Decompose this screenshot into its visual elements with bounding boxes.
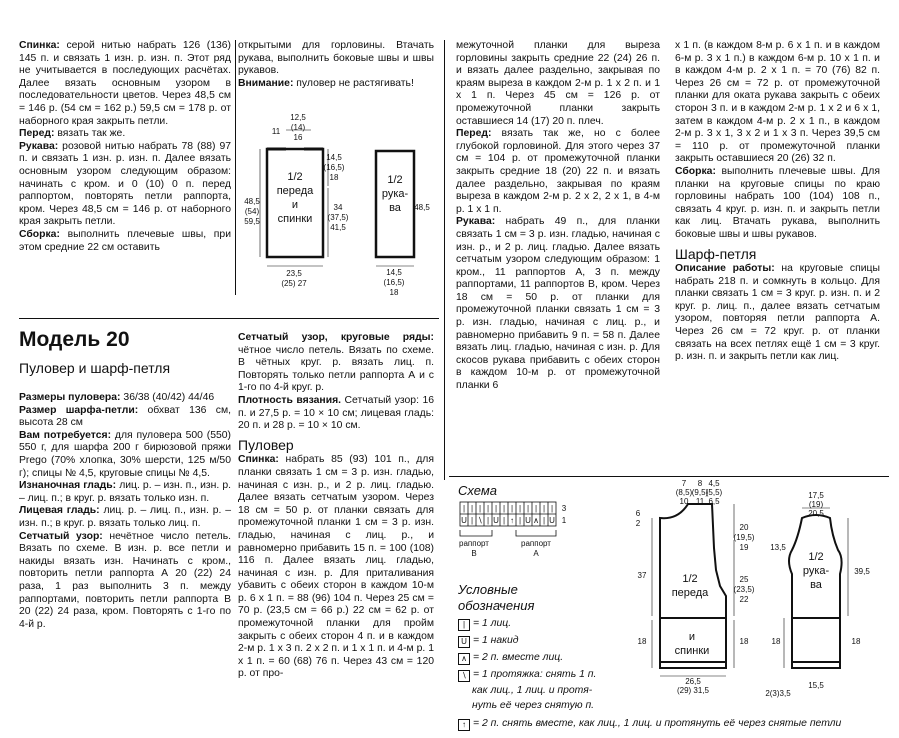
dim-side-3: 41,5 — [330, 223, 346, 232]
pattern-diagram-model-19 — [236, 108, 436, 308]
legend-title-2: обозначения — [458, 598, 535, 613]
front-back-label-1: 1/2 — [287, 171, 303, 183]
d2-45: 4,5 — [708, 479, 720, 488]
column-1-bottom — [19, 392, 231, 631]
mesh-round-text: чётное число петель. Вязать по схеме. В чётных круг. р. вязать лиц. п. Повторять только петли раппорта А и с 1-го по 4-й круг. р. — [238, 344, 434, 394]
svg-text:U: U — [493, 516, 499, 525]
svg-text:∖: ∖ — [477, 516, 483, 525]
chart-row-3-label: 3 — [561, 504, 567, 513]
pered-paragraph — [19, 128, 231, 141]
scarf-heading: Шарф-петля — [675, 245, 757, 262]
pullover-heading: Пуловер — [238, 436, 294, 453]
assembly-paragraph — [675, 166, 880, 242]
svg-text:|: | — [486, 516, 490, 525]
legend-yarn-over-text: = 1 накид — [473, 635, 519, 646]
d2-18a: 18 — [637, 637, 647, 646]
svg-text:∧: ∧ — [533, 516, 539, 525]
d2-175: 17,5 — [808, 491, 824, 500]
mesh-pattern-text: нечётное число петель. Вязать по схеме. В изн. р. все петли и накиды вязать изн. Начинать с кром., повторить петли раппорта А 20 (22) 24 раза, 1 раз выполнить 3 п. между раппортами, повторить петли раппорта В 20 (22) 24 раза, кром. Повторять с 1-го по 4-й р. — [19, 530, 231, 630]
reverse-stockinette-text: лиц. р. – изн. п., изн. р. – лиц. п.; в круг. р. вязать только изн. п. — [19, 480, 232, 504]
attention-paragraph — [238, 78, 434, 91]
dim-sleeve-width-1: 14,5 — [386, 268, 402, 277]
reverse-stockinette-heading: Изнаночная гладь: — [19, 480, 117, 492]
svg-text:U: U — [461, 516, 467, 525]
size-heading: Размеры пуловера: — [19, 392, 121, 403]
sborka-paragraph — [19, 229, 231, 254]
d2-front-label-3: и — [688, 631, 696, 643]
column-4 — [675, 40, 880, 364]
ssk-symbol-icon: ∖ — [458, 670, 470, 682]
gauge-text: Сетчатый узор: 16 п. и 27,5 р. = 10 × 10 см; лицевая гладь: 20 п. и 28 р. = 10 × 10 см. — [238, 394, 434, 432]
legend-title-1: Условные — [458, 582, 518, 597]
rapport-a-label-2: В — [471, 549, 477, 558]
spinka-paragraph — [19, 40, 231, 128]
legend-ssk — [458, 667, 596, 682]
sleeve-label-1: 1/2 — [387, 174, 403, 186]
attention-text: пуловер не растягивать! — [296, 77, 414, 89]
mesh-round-heading: Сетчатый узор, круговые ряды: — [238, 332, 434, 343]
sborka-text: выполнить плечевые швы, при этом средние 22 см оставить — [19, 228, 232, 253]
sleeves-paragraph — [456, 216, 660, 392]
gauge-paragraph — [238, 395, 434, 433]
pattern-diagram-model-20 — [630, 478, 898, 714]
d2-6: 6 — [635, 509, 641, 518]
legend-ssk-text-1: = 1 протяжка: снять 1 п. — [473, 669, 597, 680]
spinka-text: серой нитью набрать 126 (136) 145 п. и связать 1 изн. р. изн. п. Этот ряд не учитывается в последующих расчётах. Далее вязать основным узором в последовательности цветов. Через 48,5 см = 146 р. (54 см = 162 р.) 59,5 см = 178 р. от наборного края закрыть петли. — [19, 40, 231, 127]
back-paragraph — [238, 454, 434, 681]
dim-sleeve-width-3: 18 — [389, 288, 399, 297]
svg-text:|: | — [470, 516, 474, 525]
dim-neck-1: 12,5 — [290, 113, 306, 122]
divider-h-2 — [449, 476, 889, 477]
divider-h-1 — [19, 318, 439, 319]
front-back-label-2: переда — [276, 185, 314, 197]
knit-symbol-icon: | — [458, 619, 470, 631]
svg-text:|: | — [494, 504, 498, 513]
reverse-stockinette-paragraph — [19, 480, 231, 505]
svg-text:|: | — [486, 504, 490, 513]
svg-text:|: | — [542, 504, 546, 513]
legend-ssk-line-3: нуть её через снятую п. — [472, 700, 595, 711]
dim-sleeve-length: 48,5 — [414, 203, 430, 212]
d2-18d: 18 — [851, 637, 861, 646]
d2-sleeve-label-1: 1/2 — [808, 551, 824, 563]
d2-18c: 18 — [771, 637, 781, 646]
front-text: вязать так же, но с более глубокой горловиной. Для этого через 37 см = 104 р. от промежуточной планки закрыть средние 18 (20) 22 п. и вязать далее раздельно, закрывая по краям выреза в каждом 2-м р. 2 x 2, 2 x 1, в 4-м р. 1 x 1 п. — [456, 128, 660, 215]
d2-8: 8 — [697, 479, 703, 488]
d2-135: 13,5 — [770, 543, 786, 552]
d2-front-label-1: 1/2 — [682, 573, 698, 585]
dim-width-2: (25) 27 — [281, 279, 307, 288]
d2-85: (8,5) — [675, 488, 693, 497]
d2-29-315: (29) 31,5 — [676, 686, 710, 695]
dim-neck-3: 16 — [293, 133, 303, 142]
d2-25: 25 — [739, 575, 749, 584]
dim-shoulder: 11 — [271, 127, 281, 136]
svg-text:|: | — [534, 504, 538, 513]
materials-text: для пуловера 500 (550) 550 г, для шарфа 200 г бирюзовой пряжи Prego (70% хлопка, 30% шерсти, 125 м/50 г); спицы № 4,5, круговые спицы № 4,5. — [19, 429, 231, 479]
dim-length-2: (54) — [244, 207, 260, 216]
gauge-heading: Плотность вязания. — [238, 394, 342, 406]
svg-text:|: | — [470, 504, 474, 513]
front-heading: Перед: — [456, 128, 492, 140]
divider-v-2 — [444, 40, 445, 480]
dim-sleeve-width-2: (16,5) — [383, 278, 405, 287]
dim-side-1: 34 — [333, 203, 343, 212]
d2-22: 22 — [739, 595, 749, 604]
dim-length-1: 48,5 — [244, 197, 260, 206]
svg-text:|: | — [518, 516, 522, 525]
front-back-label-4: спинки — [277, 213, 313, 225]
d2-20: 20 — [739, 523, 749, 532]
d2-155: 15,5 — [808, 681, 824, 690]
d2-65: 6,5 — [708, 497, 720, 506]
d2-19: 19 — [739, 543, 749, 552]
d2-11: 11 — [695, 497, 705, 506]
svg-text:|: | — [462, 504, 466, 513]
d2-95: (9,5) — [691, 488, 709, 497]
back-continued: межуточной планки для выреза горловины закрыть средние 22 (24) 26 п. и вязать далее раздельно, закрывая по краям выреза в каждом 2-м р. 1 x 2 п. и 1 x 1 п. Через 45 см = 126 р. от промежуточной планки закрыть оставшиеся 14 (17) 20 п. плеч. — [456, 40, 660, 127]
assembly-text: выполнить плечевые швы. Для планки на круговые спицы по краю горловины набрать 100 (104) 108 п., связать 4 круг. р. изн. п. и закрыть петли как лиц. Втачать рукава, выполнить боковые швы и швы рукавов. — [675, 165, 880, 240]
dim-neck-2: (14) — [290, 123, 306, 132]
size-text: 36/38 (40/42) 44/46 — [123, 392, 215, 403]
svg-text:|: | — [502, 504, 506, 513]
legend-knit — [458, 616, 511, 631]
dim-armhole-1: 14,5 — [326, 153, 342, 162]
column-2-top — [238, 40, 434, 90]
legend-ssk-line-2: как лиц., 1 лиц. и протя- — [472, 685, 593, 696]
work-description-heading: Описание работы: — [675, 263, 775, 275]
back-text: набрать 85 (93) 101 п., для планки связать 1 см = 3 р. изн. гладью, начиная с изн. р., и 2 р. лиц. гладью. Далее вязать сетчатым узором. Через 18 см = 50 р. от планки связать для промежуточной планки 1 см = 3 р. изн. гладью, начиная с лиц. р., и равномерно прибавить 15 п. = 100 (108) 116 п. Далее вязать лиц. гладью, начиная с изн. р. Для приталивания убавить с обеих сторон в каждом 10-м р. 6 x 1 п. = 88 (96) 104 п. Через 25 см = 70 р. (23,5 см = 66 р.) 22 см = 62 р. от промежуточной планки для пройм закрыть с обеих сторон 4 п. и в каждом 2-м р. 1 x 3 п. 2 x 2 п. и 1 x 1 п. и 4-м р. 1 x 1 п. = 60 (68) 76 п. Через 43 см = 120 р. от про- — [238, 454, 434, 680]
spinka-heading: Спинка: — [19, 40, 60, 51]
legend-s2kp — [458, 716, 841, 731]
sleeves-continued: x 1 п. (в каждом 8-м р. 6 x 1 п. и в каждом 6-м р. 3 x 1 п.) в каждом 6-м р. 10 x 1 п. и в каждом 4-м р. 2 x 1 п. = 70 (76) 82 п. Через 26 см = 72 р. от промежуточной планки для оката рукава закрыть с обеих сторон 3 п. и в каждом 2-м р. 1 x 2 и 6 x 1, затем в каждом 4-м р. 2 x 1 п., в каждом 2-м р. 3 x 1, 3 x 2 и 1 x 3 п. Через 39,5 см = 110 р. от промежуточной планки закрыть оставшиеся 20 (26) 32 п. — [675, 40, 880, 165]
stitch-chart — [456, 500, 576, 572]
stockinette-text: лиц. р. – лиц. п., изн. р. – изн. п.; в круг. р. вязать только лиц. п. — [19, 505, 231, 529]
sleeve-label-2: рука- — [381, 188, 409, 200]
materials-paragraph — [19, 430, 231, 480]
model-subtitle: Пуловер и шарф-петля — [19, 360, 171, 376]
yarn-over-symbol-icon: U — [458, 636, 470, 648]
work-description-paragraph — [675, 263, 880, 364]
scarf-size-paragraph — [19, 405, 231, 430]
rapport-a-label-1: раппорт — [459, 539, 489, 548]
d2-195: (19,5) — [733, 533, 755, 542]
svg-text:|: | — [542, 516, 546, 525]
d2-sleeve-label-2: рука- — [802, 565, 830, 577]
sleeve-label-3: ва — [389, 202, 401, 214]
sleeves-text: набрать 49 п., для планки связать 1 см = 3 р. изн. гладью, начиная с изн. р., и 2 р. лиц. гладью. Далее вязать сетчатым узором следующим образом: 1 кром., 11 раппортов А, 3 п. между раппортами, 11 раппортов В, кром. Через 18 см = 50 р. от планки для промежуточной планки связать 1 см = 3 р. изн. гладью, начиная с лиц. р., и равномерно прибавить 9 п. = 58 п. Далее вязать лиц. гладью, начиная с изн. р. Для скосов рукава прибавить с обеих сторон в каждом 10-м р. от промежуточной планки 6 — [456, 216, 660, 392]
rukava-text: розовой нитью набрать 78 (88) 97 п. и связать 1 изн. р. изн. п. Далее вязать основным узором следующим образом: начинать с кром. и 0 (10) 0 п. перед раппортом, повторять петли раппорта, кром. Через 48,5 см = 146 р. от наборного края закрыть петли. — [19, 140, 231, 228]
front-paragraph — [456, 128, 660, 216]
legend-s2kp-text: = 2 п. снять вместе, как лиц., 1 лиц. и протянуть её через снятые петли — [473, 718, 842, 729]
stockinette-heading: Лицевая гладь: — [19, 505, 100, 517]
dim-side-2: (37,5) — [327, 213, 349, 222]
chart-row-1-label: 1 — [561, 516, 567, 525]
mesh-pattern-heading: Сетчатый узор: — [19, 530, 103, 542]
legend-k2tog — [458, 650, 563, 665]
d2-55: (5,5) — [705, 488, 723, 497]
legend-knit-text: = 1 лиц. — [473, 618, 512, 629]
scarf-size-text: обхват 136 см, высота 28 см — [19, 404, 231, 429]
svg-text:|: | — [526, 504, 530, 513]
assembly-continued: открытыми для горловины. Втачать рукава, выполнить боковые швы и швы рукавов. — [238, 40, 434, 77]
s2kp-symbol-icon: ↑ — [458, 719, 470, 731]
svg-text:U: U — [549, 516, 555, 525]
svg-text:|: | — [510, 504, 514, 513]
svg-text:|: | — [502, 516, 506, 525]
d2-19b: (19) — [808, 500, 824, 509]
attention-heading: Внимание: — [238, 77, 294, 89]
sleeve-shape — [789, 515, 842, 668]
d2-front-label-4: спинки — [674, 645, 710, 657]
back-heading: Спинка: — [238, 454, 279, 466]
d2-235: (23,5) — [733, 585, 755, 594]
svg-text:|: | — [550, 504, 554, 513]
d2-front-label-2: переда — [671, 587, 709, 599]
d2-395: 39,5 — [854, 567, 870, 576]
sborka-heading: Сборка: — [19, 228, 60, 240]
d2-18b: 18 — [739, 637, 749, 646]
column-3 — [456, 40, 660, 393]
svg-text:|: | — [478, 504, 482, 513]
d2-265: 26,5 — [685, 677, 701, 686]
k2tog-symbol-icon: ∧ — [458, 653, 470, 665]
work-description-text: на круговые спицы набрать 218 п. и сомкнуть в кольцо. Для планки связать 1 см = 3 круг. р. изн. п. и 2 круг. р. лиц. п., далее вязать сетчатым узором, повторяя петли раппорта А. Через 26 см = 72 круг. р. от планки связать на всех петлях ещё 1 см = 3 круг. р. изн. п. и закрыть петли как лиц. — [675, 263, 880, 363]
assembly-heading: Сборка: — [675, 165, 716, 177]
rapport-b-label-2: А — [533, 549, 539, 558]
size-paragraph — [19, 392, 231, 405]
pered-heading: Перед: — [19, 128, 55, 140]
sleeves-heading: Рукава: — [456, 216, 496, 228]
d2-10: 10 — [679, 497, 689, 506]
mesh-pattern-paragraph — [19, 531, 231, 632]
d2-2355: 2(3)3,5 — [765, 689, 791, 698]
stockinette-paragraph — [19, 505, 231, 530]
d2-sleeve-label-3: ва — [810, 579, 822, 591]
pered-text: вязать так же. — [57, 128, 126, 140]
dim-length-3: 59,5 — [244, 217, 260, 226]
dim-armhole-3: 18 — [329, 173, 339, 182]
dim-width-1: 23,5 — [286, 269, 302, 278]
column-1-top — [19, 40, 231, 254]
rukava-heading: Рукава: — [19, 140, 59, 152]
materials-heading: Вам потребуется: — [19, 429, 112, 441]
scarf-size-heading: Размер шарфа-петли: — [19, 404, 139, 416]
d2-205: 20,5 — [808, 509, 824, 518]
rapport-b-label-1: раппорт — [521, 539, 551, 548]
rukava-paragraph — [19, 141, 231, 229]
d2-37: 37 — [637, 571, 647, 580]
divider-v-1 — [235, 40, 236, 295]
svg-text:U: U — [525, 516, 531, 525]
column-2-bottom — [238, 332, 434, 681]
schema-title: Схема — [458, 483, 497, 498]
legend-k2tog-text: = 2 п. вместе лиц. — [473, 652, 564, 663]
front-back-label-3: и — [291, 199, 299, 211]
d2-7: 7 — [681, 479, 687, 488]
legend-yarn-over — [458, 633, 519, 648]
svg-text:↑: ↑ — [510, 516, 514, 525]
front-back-shape — [660, 504, 726, 668]
dim-armhole-2: (16,5) — [323, 163, 345, 172]
model-title: Модель 20 — [19, 328, 130, 351]
mesh-round-paragraph — [238, 332, 434, 395]
svg-text:|: | — [518, 504, 522, 513]
d2-2: 2 — [635, 519, 641, 528]
